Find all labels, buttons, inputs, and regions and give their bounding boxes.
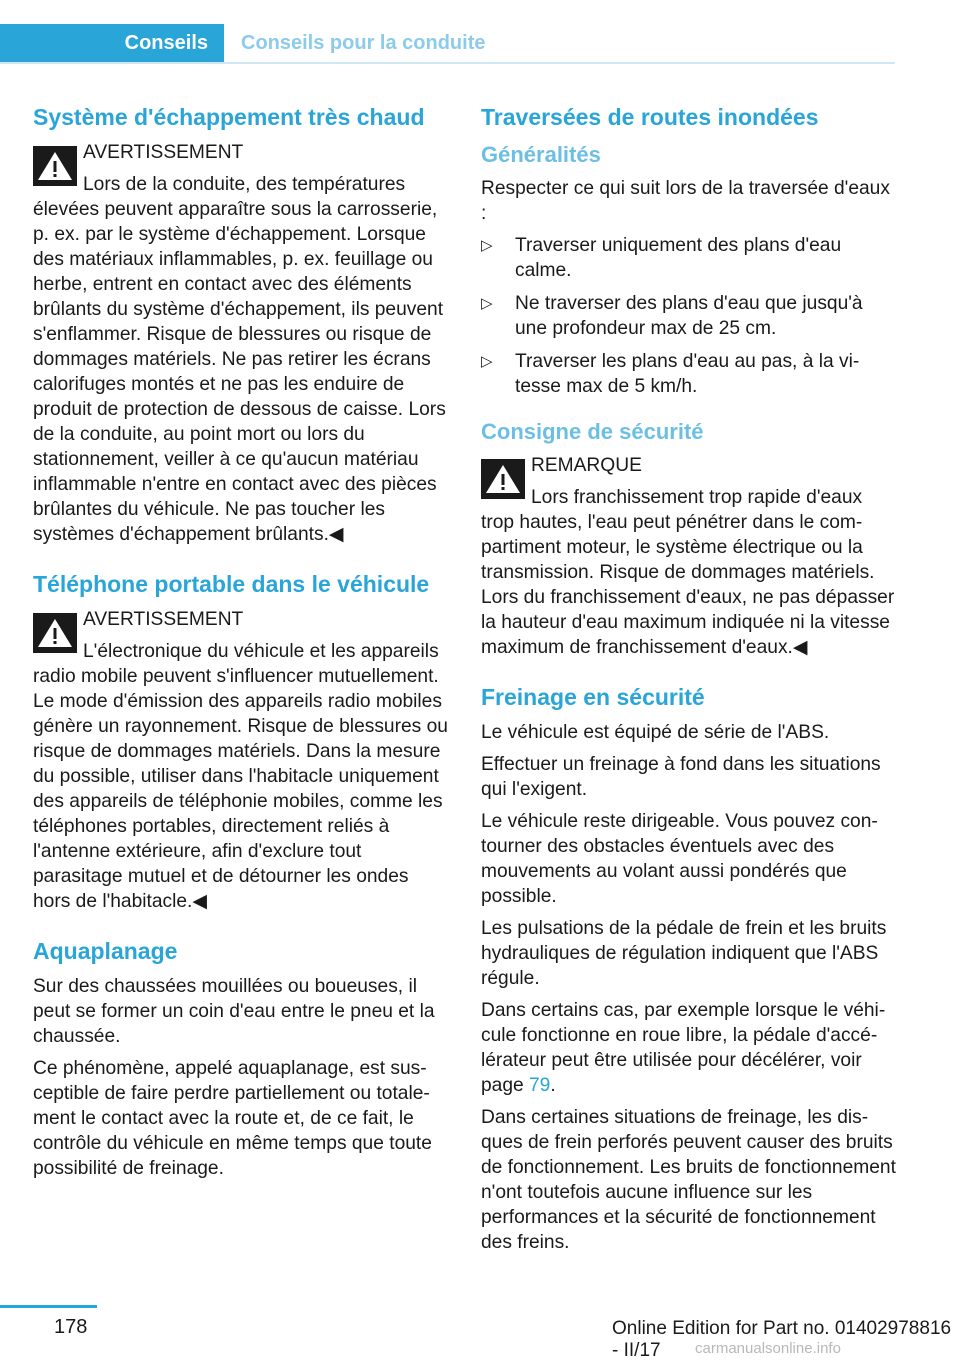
paragraph: Sur des chaussées mouillées ou boueuses, il peut se former un coin d'eau entre le pneu et la chaussée. — [33, 976, 435, 1047]
section-safe-braking — [481, 682, 896, 1255]
warning-title: AVERTISSEMENT — [83, 609, 244, 630]
paragraph-text: Dans certains cas, par exemple lorsque le véhicule fonctionne en roue libre, la pédale d'accélérateur peut être utilisée pour décélérer, voir page — [481, 1000, 886, 1096]
section-title: Aquaplanage — [33, 938, 178, 964]
left-column — [33, 102, 448, 1203]
warning-triangle-icon — [481, 459, 525, 499]
paragraph: Le véhicule est équipé de série de l'ABS. — [481, 722, 830, 743]
warning-text: Lors de la conduite, des températures élevées peuvent apparaître sous la carrosserie, p. ex. par le système d'échappement. Lorsque des matériaux inflammables, p. ex. feuillage ou herbe, entrent en contact avec des éléments brûlants du système d'échappement, ils peuvent s'enflammer. Risque de blessures ou risque de dommages matériels. Ne pas retirer les écrans calorifuges montés et ne pas les enduire de produit de protection de dessous de caisse. Lors de la conduite, au point mort ou lors du stationnement, veiller à ce qu'aucun matériau inflammable n'entre en contact avec des pièces brûlantes du véhicule. Ne pas toucher les systèmes d'échappement brûlants.◀ — [33, 174, 446, 545]
page-link[interactable]: 79 — [529, 1075, 551, 1096]
bullet-triangle-icon: ▷ — [481, 353, 493, 370]
section-tab-conseils[interactable]: Conseils — [0, 24, 224, 62]
warning-text: L'électronique du véhicule et les appareils radio mobile peuvent s'influencer mutuellement. Le mode d'émission des appareils radio mobiles génère un rayonnement. Risque de blessures ou risque de dommages matériels. Dans la mesure du possible, utiliser dans l'habitacle uniquement des appareils de téléphonie mobiles, comme les téléphones portables, directement reliés à l'antenne extérieure, afin d'exclure tout parasitage mutuel et de détourner les ondes hors de l'habitacle.◀ — [33, 641, 448, 912]
list-item — [481, 233, 896, 283]
warning-triangle-icon — [33, 146, 77, 186]
warning-block — [33, 140, 448, 547]
right-column — [481, 102, 896, 1277]
section-mobile-phone — [33, 569, 448, 914]
bullet-triangle-icon: ▷ — [481, 295, 493, 312]
section-exhaust — [33, 102, 448, 547]
notice-title: REMARQUE — [531, 455, 642, 476]
list-item-text: Traverser les plans d'eau au pas, à la vitesse max de 5 km/h. — [515, 351, 860, 397]
warning-triangle-icon — [33, 613, 77, 653]
list-item-text: Traverser uniquement des plans d'eau calme. — [515, 235, 842, 281]
list-item — [481, 291, 896, 341]
section-aquaplaning — [33, 936, 448, 1181]
paragraph: Le véhicule reste dirigeable. Vous pouvez contourner des obstacles éventuels avec des mouvements au volant aussi pondérés que possible. — [481, 811, 878, 907]
list-item — [481, 349, 896, 399]
bullet-triangle-icon: ▷ — [481, 237, 493, 254]
section-title: Système d'échappement très chaud — [33, 104, 425, 130]
edition-note: Online Edition for Part no. 01402978816 - II/17 — [612, 1318, 952, 1361]
watermark: carmanualsonline.info — [695, 1340, 841, 1357]
paragraph: Dans certaines situations de freinage, les disques de frein perforés peuvent causer des bruits de fonctionnement. Les bruits de fonctionnement n'ont toutefois aucune influence sur les performances et la sécurité de fonctionnement des freins. — [481, 1107, 896, 1253]
paragraph-text: . — [550, 1075, 556, 1096]
notice-text: Lors franchissement trop rapide d'eaux trop hautes, l'eau peut pénétrer dans le compartiment moteur, le système électrique ou la transmission. Risque de dommages matériels. Lors du franchissement d'eaux, ne pas dépasser la hauteur d'eau maximum indiquée ni la vitesse maximum de franchissement d'eaux.◀ — [481, 487, 895, 658]
paragraph: Respecter ce qui suit lors de la traversée d'eaux : — [481, 178, 890, 224]
section-flooded-roads — [481, 102, 896, 660]
list-item-text: Ne traverser des plans d'eau que jusqu'à une profondeur max de 25 cm. — [515, 293, 863, 339]
section-tab-conseils-conduite[interactable]: Conseils pour la conduite — [241, 31, 486, 54]
paragraph: Effectuer un freinage à fond dans les situations qui l'exigent. — [481, 754, 881, 800]
subsection-title: Consigne de sécurité — [481, 419, 704, 444]
page-header — [0, 24, 895, 64]
section-title: Traversées de routes inondées — [481, 104, 819, 130]
paragraph: Ce phénomène, appelé aquaplanage, est susceptible de faire perdre partiellement ou totalement le contact avec la route et, de ce fait, le contrôle du véhicule en même temps que toute possibilité de freinage. — [33, 1058, 432, 1179]
section-title: Freinage en sécurité — [481, 684, 705, 710]
paragraph: Les pulsations de la pédale de frein et les bruits hydrauliques de régulation indiquent que l'ABS régule. — [481, 918, 887, 989]
paragraph — [481, 998, 896, 1098]
notice-block — [481, 453, 896, 660]
warning-block — [33, 607, 448, 914]
subsection-title: Généralités — [481, 142, 601, 167]
page-number: 178 — [54, 1316, 88, 1338]
bullet-list — [481, 233, 896, 399]
warning-title: AVERTISSEMENT — [83, 142, 244, 163]
section-title: Téléphone portable dans le véhicule — [33, 571, 430, 597]
footer-rule — [0, 1305, 97, 1308]
